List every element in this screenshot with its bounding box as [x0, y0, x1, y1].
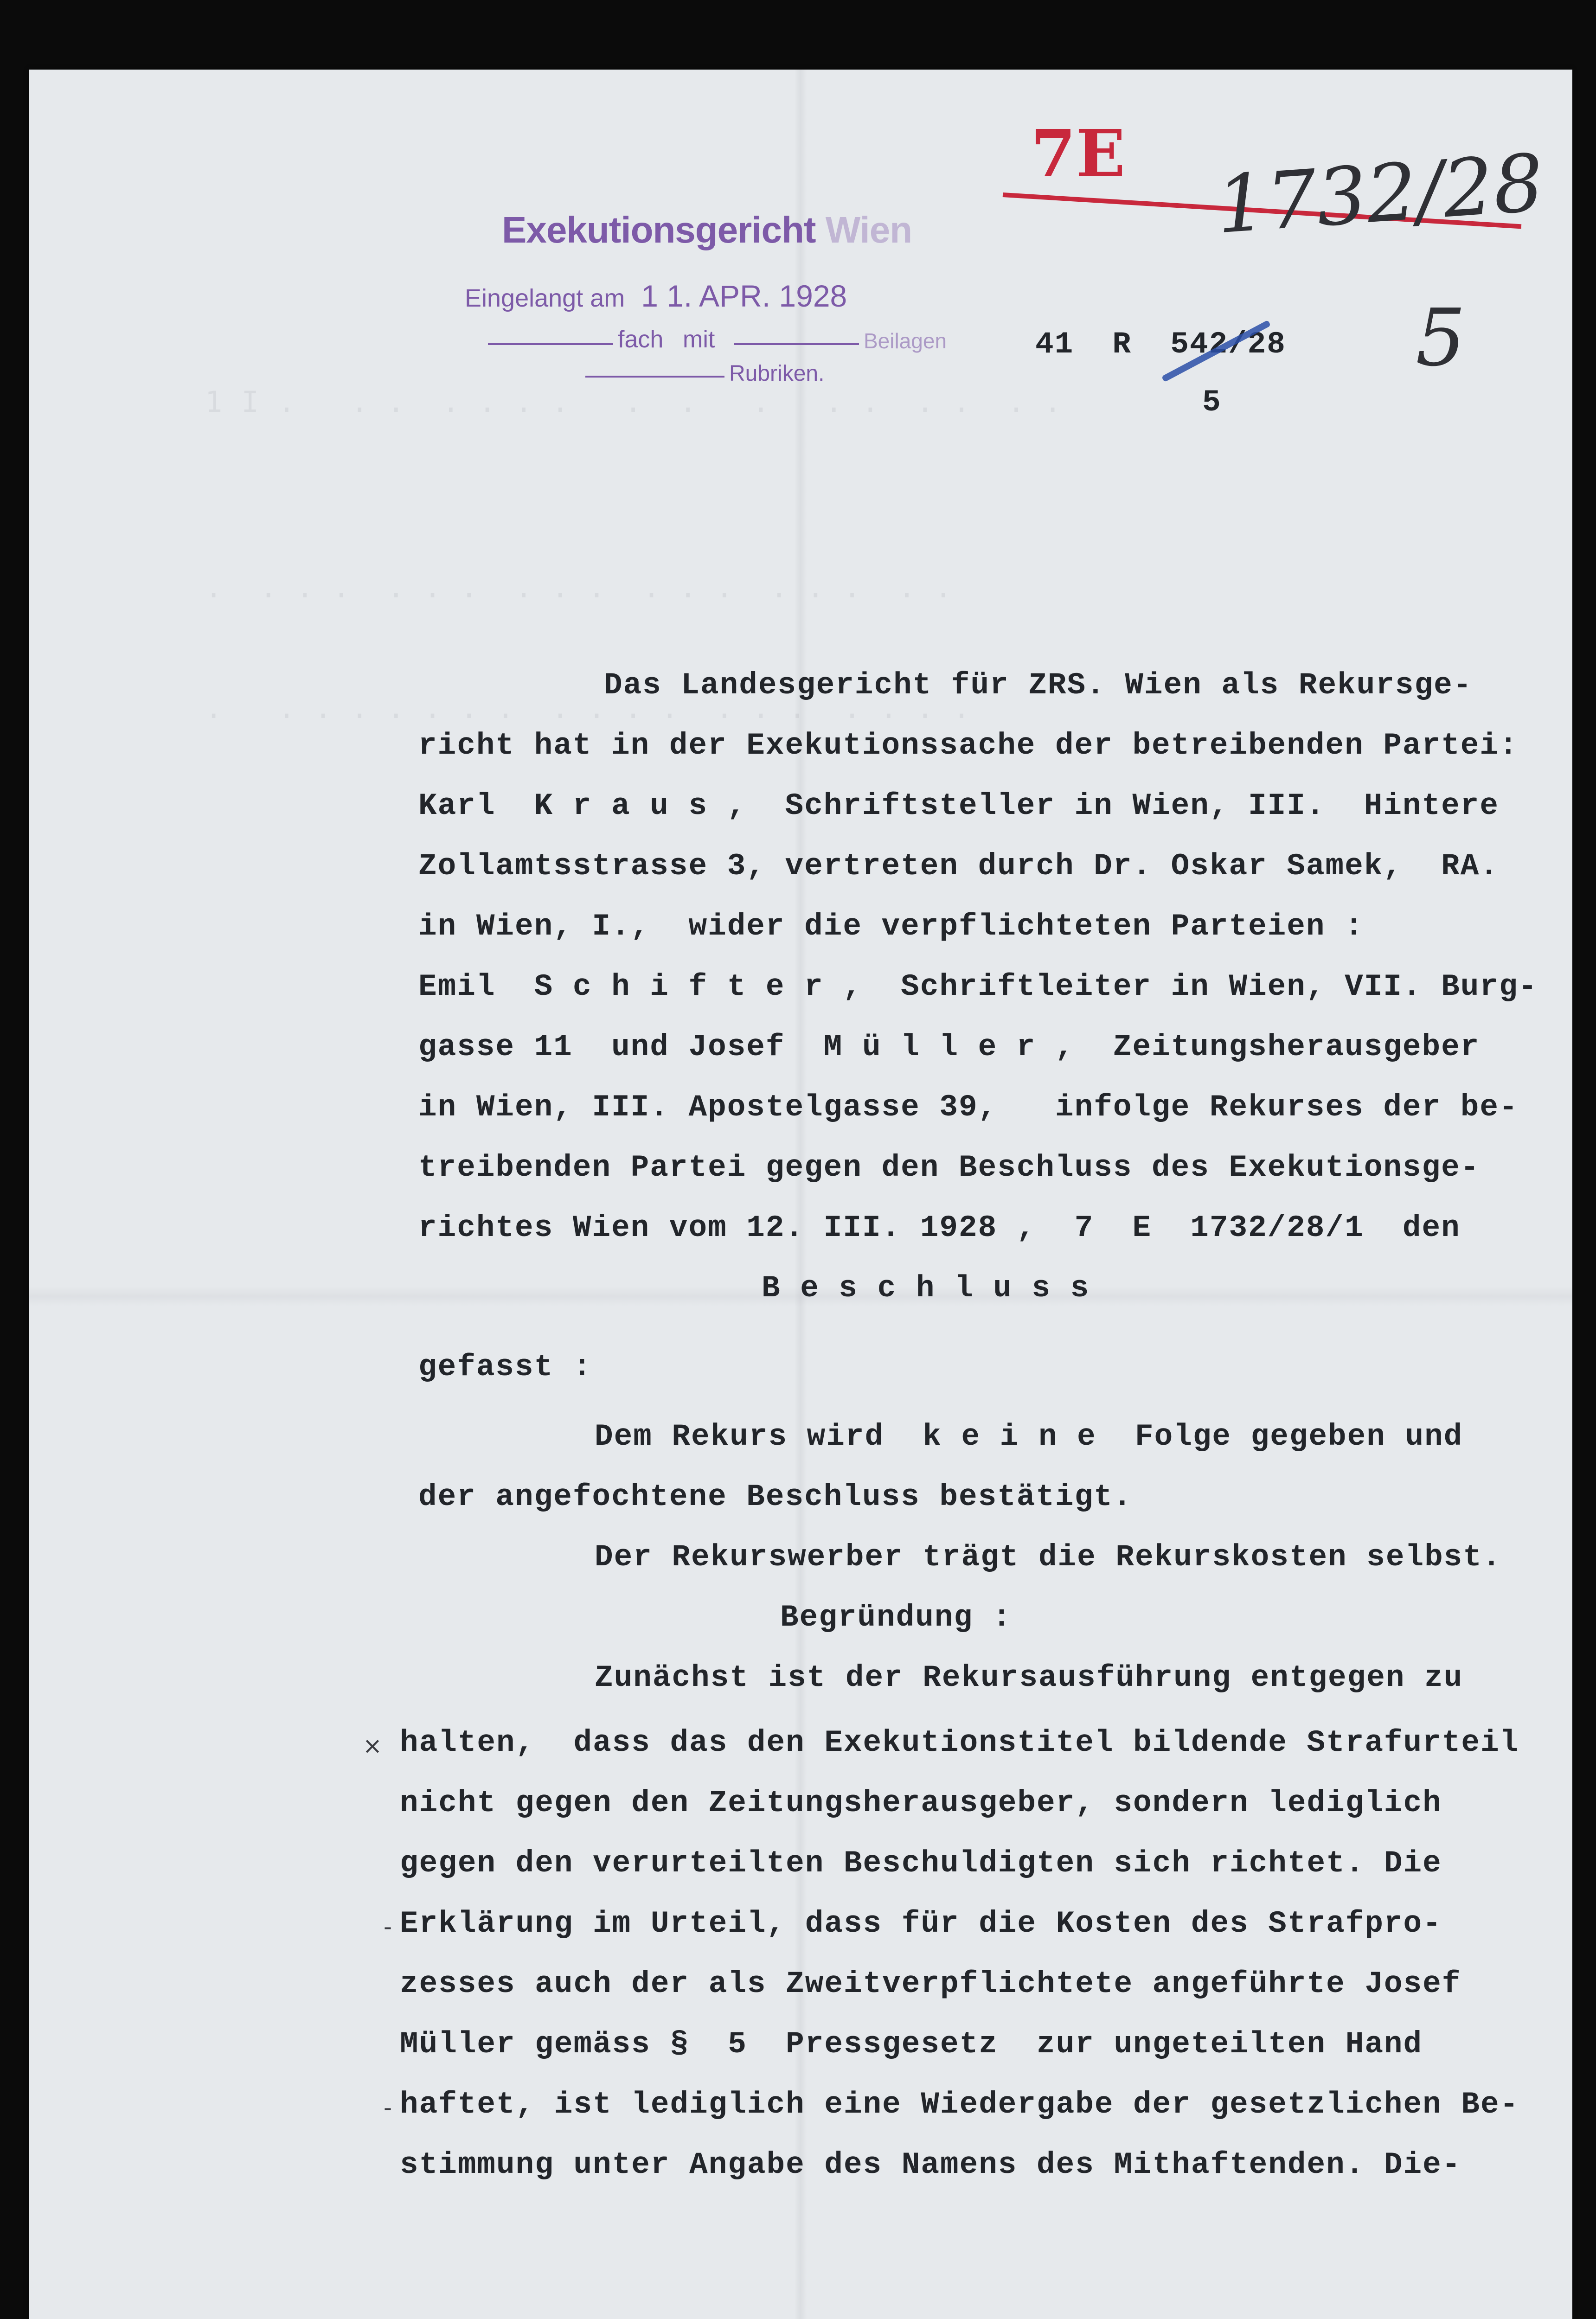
body-line: treibenden Partei gegen den Beschluss des Exekutionsge- — [418, 1150, 1480, 1185]
stamp-beilagen: Beilagen — [864, 329, 947, 353]
stamp-rule — [585, 376, 724, 378]
body-line: Zunächst ist der Rekursausführung entgegen zu — [595, 1660, 1463, 1695]
body-line: Der Rekurswerber trägt die Rekurskosten selbst. — [595, 1540, 1502, 1575]
handwritten-page-number: 5 — [1416, 292, 1466, 384]
red-file-code: 7E — [1031, 116, 1126, 192]
bleed-through-line: . . . . . . . . . . . . . . . . . . — [205, 570, 953, 604]
body-line: richtes Wien vom 12. III. 1928 , 7 E 1732/28/1 den — [418, 1211, 1461, 1245]
document-page — [29, 70, 1572, 2319]
body-line: Erklärung im Urteil, dass für die Kosten des Strafpro- — [400, 1906, 1442, 1941]
body-line: stimmung unter Angabe des Namens des Mithaftenden. Die- — [400, 2147, 1461, 2182]
margin-mark: - — [384, 2094, 392, 2121]
stamp-court: Exekutionsgericht — [502, 209, 816, 250]
court-stamp-title — [502, 209, 912, 251]
stamp-rubriken: Rubriken. — [729, 361, 825, 386]
stamp-court-tail: Wien — [825, 209, 912, 250]
stamp-mit: mit — [683, 326, 715, 353]
bleed-through-line: 1 I . . . . . . . . . . . . . . . . — [205, 385, 1063, 419]
body-line: zesses auch der als Zweitverpflichtete angeführte Josef — [400, 1967, 1461, 2001]
body-line: gegen den verurteilten Beschuldigten sich richtet. Die — [400, 1846, 1442, 1881]
case-number: 41 R 542/28 — [1035, 327, 1286, 362]
body-line: Emil S c h i f t e r , Schriftleiter in Wien, VII. Burg- — [418, 969, 1538, 1004]
margin-mark: - — [384, 1913, 392, 1940]
heading-beschluss: B e s c h l u s s — [762, 1271, 1090, 1306]
body-line: halten, dass das den Exekutionstitel bildende Strafurteil — [400, 1725, 1519, 1760]
handwritten-file-number: 1732/28 — [1213, 137, 1547, 252]
stamp-rule — [734, 343, 859, 345]
stamp-date: 1 1. APR. 1928 — [641, 279, 847, 313]
case-number-sub: 5 — [1202, 385, 1222, 420]
body-line: gefasst : — [418, 1350, 592, 1384]
body-line: in Wien, I., wider die verpflichteten Parteien : — [418, 909, 1364, 944]
stamp-received-line — [465, 278, 847, 314]
body-line: in Wien, III. Apostelgasse 39, infolge Rekurses der be- — [418, 1090, 1519, 1125]
body-line: der angefochtene Beschluss bestätigt. — [418, 1480, 1133, 1514]
body-line: nicht gegen den Zeitungsherausgeber, sondern lediglich — [400, 1786, 1442, 1820]
bleed-through-line: . . . . . . . . . . . . . . . . . . . — [205, 691, 971, 725]
body-line: Das Landesgericht für ZRS. Wien als Rekursge- — [604, 668, 1473, 703]
body-line: Müller gemäss § 5 Pressgesetz zur ungeteilten Hand — [400, 2027, 1423, 2062]
body-line: haftet, ist lediglich eine Wiedergabe der gesetzlichen Be- — [400, 2087, 1519, 2122]
body-line: richt hat in der Exekutionssache der betreibenden Partei: — [418, 728, 1519, 763]
body-line: Karl K r a u s , Schriftsteller in Wien, III. Hintere — [418, 788, 1499, 823]
stamp-fach: fach — [618, 326, 664, 353]
stamp-received: Eingelangt am — [465, 284, 625, 312]
body-line: Zollamtsstrasse 3, vertreten durch Dr. Oskar Samek, RA. — [418, 849, 1499, 884]
margin-mark: × — [363, 1732, 382, 1759]
body-line: gasse 11 und Josef M ü l l e r , Zeitungsherausgeber — [418, 1030, 1480, 1064]
body-line: Dem Rekurs wird k e i n e Folge gegeben und — [595, 1419, 1463, 1454]
heading-begruendung: Begründung : — [780, 1600, 1012, 1635]
stamp-rule — [488, 343, 613, 345]
